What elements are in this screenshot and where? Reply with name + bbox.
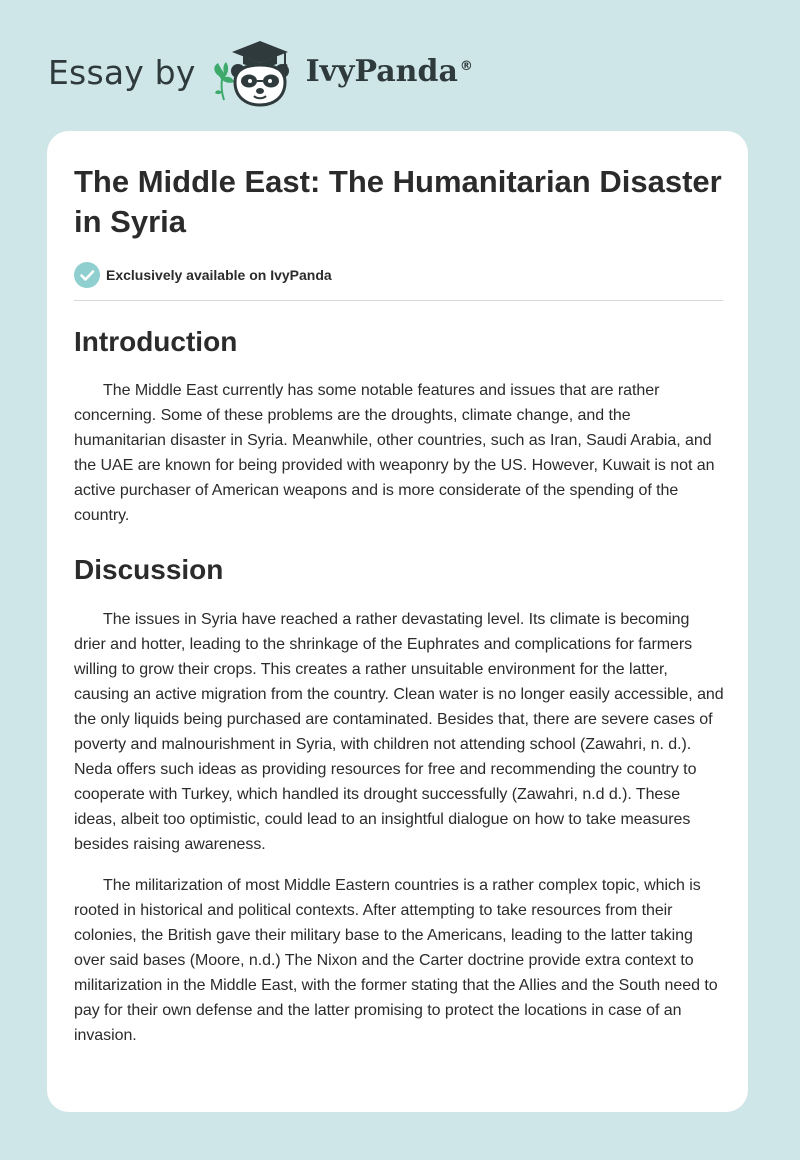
- panda-graduate-logo-icon[interactable]: [210, 36, 302, 108]
- brand-prefix: Essay by: [48, 52, 196, 92]
- essay-card: [47, 131, 748, 1112]
- section-heading-discussion: Discussion: [74, 554, 224, 585]
- brand-name[interactable]: IvyPanda ®: [305, 54, 473, 89]
- page-title: The Middle East: The Humanitarian Disaster in Syria: [74, 164, 722, 239]
- section-heading-introduction: Introduction: [74, 326, 238, 357]
- paragraph: The issues in Syria have reached a rather devastating level. Its climate is becoming drier and hotter, leading to the shrinkage of the Euphrates and complications for farmers willing to grow their crops. This creates a rather unsuitable environment for the latter, causing an active migration from the country. Clean water is no longer easily accessible, and the only liquids being purchased are contaminated. Besides that, there are severe cases of poverty and malnourishment in Syria, with children not attending school (Zawahri, n. d.). Neda offers such ideas as providing resources for free and recommending the country to cooperate with Turkey, which handled its drought successfully (Zawahri, n.d d.). These ideas, albeit too optimistic, could lead to an insightful dialogue on how to take measures besides raising awareness.: [74, 611, 724, 853]
- registered-mark: ®: [459, 59, 473, 74]
- paragraph: The militarization of most Middle Eastern countries is a rather complex topic, which is rooted in historical and political contexts. After attempting to take resources from their colonies, the British gave their military base to the Americans, leading to the latter taking over said bases (Moore, n.d.) The Nixon and the Carter doctrine provide extra context to militarization in the Middle East, with the former stating that the Allies and the South need to pay for their own defense and the latter promising to protect the locations in case of an invasion.: [74, 877, 718, 1044]
- divider: [74, 300, 723, 301]
- badge-text: Exclusively available on IvyPanda: [106, 267, 332, 283]
- essay-content: [74, 162, 724, 1048]
- site-header: [48, 36, 648, 108]
- exclusive-badge: [74, 262, 724, 288]
- paragraph: The Middle East currently has some notable features and issues that are rather concerning. Some of these problems are the droughts, climate change, and the humanitarian disaster in Syria. Meanwhile, other countries, such as Iran, Saudi Arabia, and the UAE are known for being provided with weaponry by the US. However, Kuwait is not an active purchaser of American weapons and is more considerate of the spending of the country.: [74, 382, 715, 524]
- check-circle-icon: [74, 262, 100, 288]
